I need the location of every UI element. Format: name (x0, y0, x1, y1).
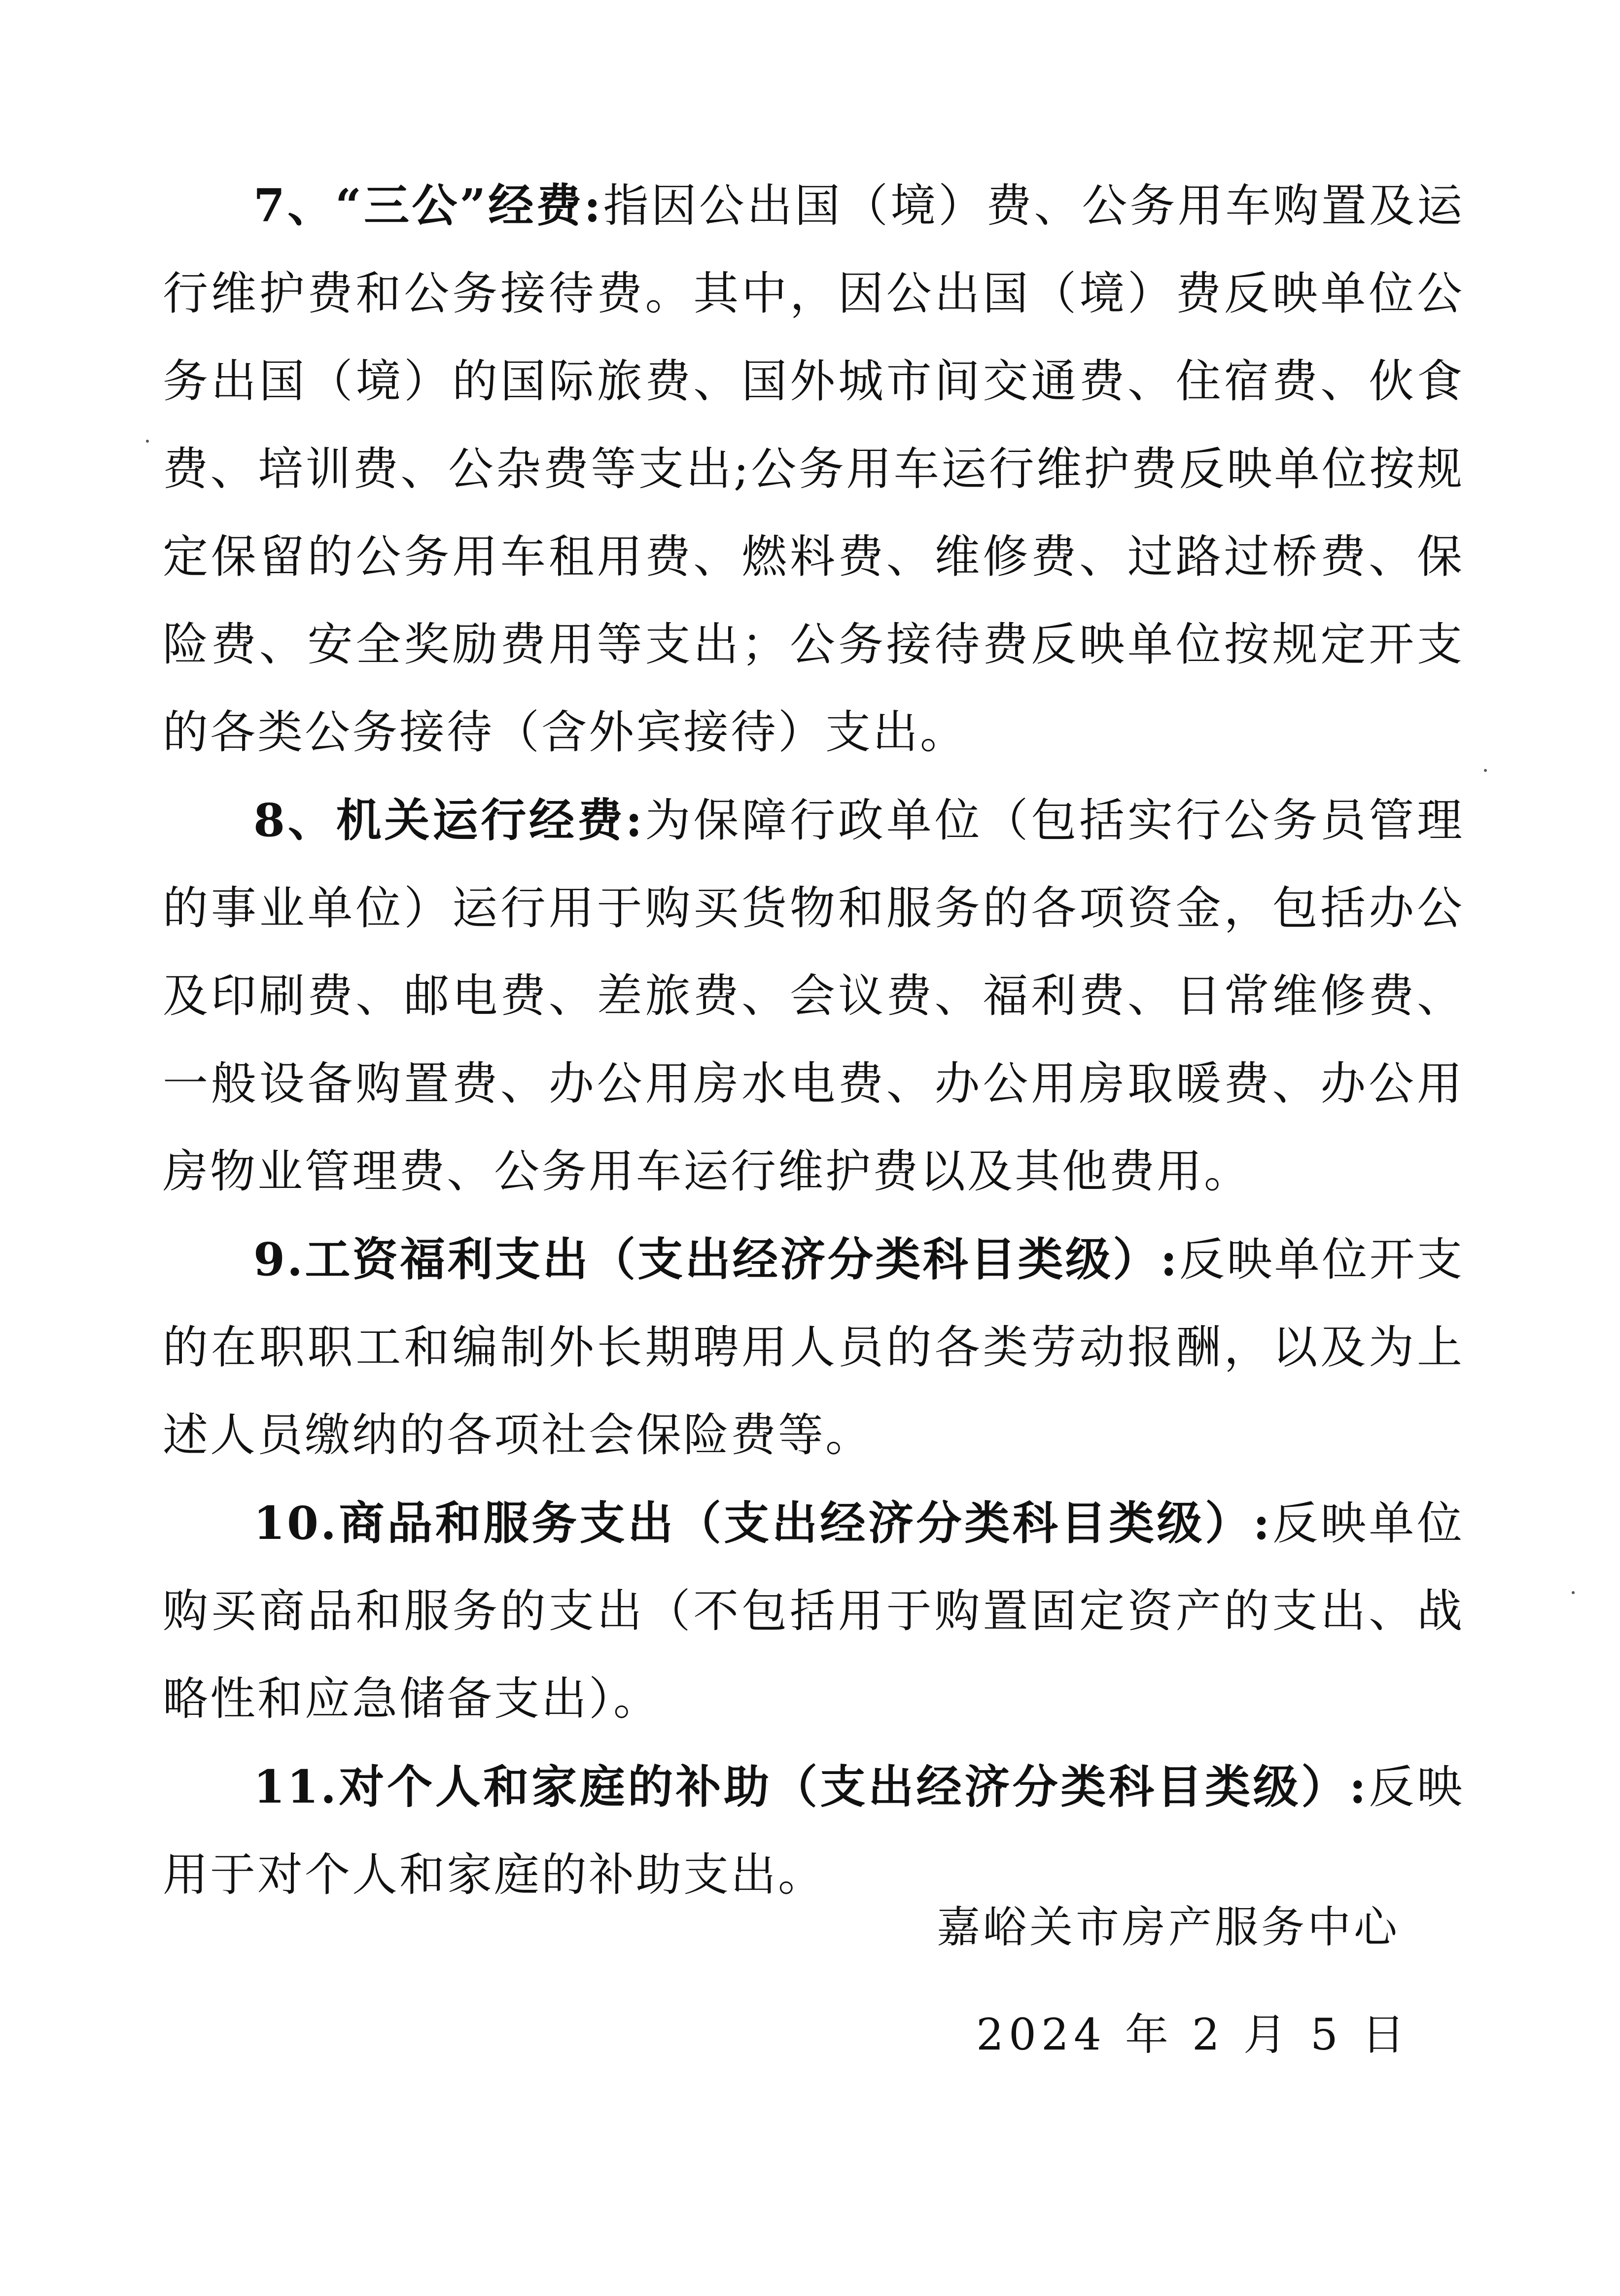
paragraph-individual-family-subsidy (163, 1743, 1464, 1919)
term-san-gong: 7、“三公”经费: (253, 179, 603, 232)
paragraph-san-gong-expenses (163, 162, 1464, 776)
scan-speck (146, 440, 149, 443)
signature-date: 2024 年 2 月 5 日 (976, 2009, 1410, 2060)
definition-goods-services: 反映单位购买商品和服务的支出（不包括用于购置固定资产的支出、战略性和应急储备支出）。 (163, 1497, 1464, 1725)
paragraph-agency-operating-expenses (163, 776, 1464, 1216)
definition-agency-operating: 为保障行政单位（包括实行公务员管理的事业单位）运行用于购买货物和服务的各项资金，包括办公及印刷费、邮电费、差旅费、会议费、福利费、日常维修费、一般设备购置费、办公用房水电费、办公用房取暖费、办公用房物业管理费、公务用车运行维护费以及其他费用。 (163, 794, 1464, 1198)
signature-organization: 嘉峪关市房产服务中心 (937, 1902, 1401, 1952)
definition-individual-family-subsidy: 反映用于对个人和家庭的补助支出。 (163, 1761, 1464, 1901)
document-body (163, 162, 1464, 1919)
paragraph-goods-services (163, 1479, 1464, 1743)
term-goods-services: 10.商品和服务支出（支出经济分类科目类级）: (253, 1496, 1272, 1550)
scan-speck (1572, 1591, 1575, 1594)
definition-san-gong: 指因公出国（境）费、公务用车购置及运行维护费和公务接待费。其中，因公出国（境）费反映单位公务出国（境）的国际旅费、国外城市间交通费、住宿费、伙食费、培训费、公杂费等支出;公务用车运行维护费反映单位按规定保留的公务用车租用费、燃料费、维修费、过路过桥费、保险费、安全奖励费用等支出；公务接待费反映单位按规定开支的各类公务接待（含外宾接待）支出。 (163, 179, 1464, 759)
term-agency-operating: 8、机关运行经费: (253, 794, 644, 847)
term-wage-welfare: 9.工资福利支出（支出经济分类科目类级）: (253, 1233, 1179, 1286)
term-individual-family-subsidy: 11.对个人和家庭的补助（支出经济分类科目类级）: (253, 1760, 1368, 1813)
definition-wage-welfare: 反映单位开支的在职职工和编制外长期聘用人员的各类劳动报酬，以及为上述人员缴纳的各项社会保险费等。 (163, 1233, 1464, 1461)
scan-speck (1484, 769, 1487, 772)
paragraph-wage-welfare (163, 1216, 1464, 1479)
